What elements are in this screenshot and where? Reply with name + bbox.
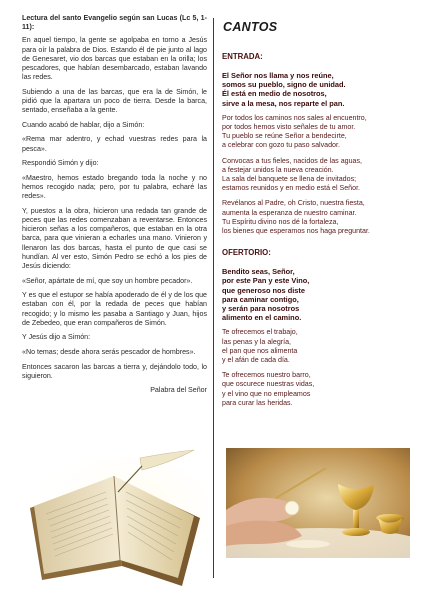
songs-column [222,14,410,414]
column-divider [213,18,214,578]
entrance-stanza [222,157,410,194]
song-line: estamos reunidos y en medio está el Señor. [222,184,361,193]
song-line: las penas y la alegría, [222,337,292,346]
entrance-heading: ENTRADA: [222,52,263,61]
gospel-paragraph: Respondió Simón y dijo: [22,159,99,168]
song-line: somos su pueblo, signo de unidad. [222,80,346,90]
song-line: y serán para nosotros [222,304,300,314]
song-line: y el afán de cada día. [222,356,290,365]
song-line: que generoso nos diste [222,285,305,295]
gospel-paragraph: Entonces sacaron las barcas a tierra y, dejándolo todo, lo siguieron. [22,362,207,380]
entrance-stanza [222,114,410,151]
song-line: Él está en medio de nosotros, [222,89,327,99]
offertory-chorus [222,267,410,322]
gospel-paragraph: «Rema mar adentro, y echad vuestras redes para la pesca». [22,135,207,153]
entrance-song [222,52,410,236]
songs-title: CANTOS [223,20,278,34]
song-line: Te ofrecemos el trabajo, [222,328,298,337]
gospel-paragraph: Y Jesús dijo a Simón: [22,333,91,342]
offertory-heading: OFERTORIO: [222,248,271,258]
song-line: El Señor nos llama y nos reúne, [222,71,334,80]
gospel-paragraph: «Maestro, hemos estado bregando toda la noche y no hemos recogido nada; pero, por tu palabra, echaré las redes». [22,173,207,201]
gospel-column [22,14,207,401]
song-line: Bendito seas, Señor, [222,267,295,277]
offertory-stanza [222,371,410,408]
gospel-paragraph: Y, puestos a la obra, hicieron una redada tan grande de peces que las redes comenzaban a reventarse. Entonces hicieron señas a los compañeros, que estaban en la otra barca, para que vinieran a echarles una mano. Vinieron y llenaron las dos barcas, hasta el punto de que casi se hundían. Al ver esto, Simón Pedro se echó a los pies de Jesús diciendo: [22,206,207,271]
song-line: Tu Espíritu divino nos dé la fortaleza, [222,217,339,226]
entrance-stanza [222,199,410,236]
song-line: que oscurece nuestras vidas, [222,380,315,389]
song-line: La sala del banquete se llena de invitados; [222,175,357,184]
song-line: a celebrar con gozo tu paso salvador. [222,141,340,150]
song-line: por este Pan y este Vino, [222,276,310,286]
gospel-paragraph: En aquel tiempo, la gente se agolpaba en torno a Jesús para oír la palabra de Dios. Estando él de pie junto al lago de Genesaret, vio dos barcas que estaban en la orilla; los pescadores, que habían desembarcado, estaban lavando las redes. [22,36,207,82]
song-line: aumenta la esperanza de nuestro caminar. [222,208,357,217]
eucharist-image [226,448,410,558]
entrance-chorus [222,71,410,108]
song-line: sirve a la mesa, nos reparte el pan. [222,98,345,108]
song-line: Por todos los caminos nos sales al encuentro, [222,113,367,122]
song-line: Tu pueblo se reúne Señor a bendecirte, [222,132,347,141]
song-line: Convocas a tus fieles, nacidos de las aguas, [222,156,362,165]
song-line: para caminar contigo, [222,294,299,304]
gospel-paragraph: Y es que el estupor se había apoderado de él y de los que estaban con él, por la redada de peces que habían recogido; y lo mismo les pasaba a Santiago y Juan, hijos de Zebedeo, que eran compañeros de Simón. [22,291,207,327]
gospel-paragraph: «Señor, apártate de mí, que soy un hombre pecador». [22,276,193,285]
gospel-title: Lectura del santo Evangelio según san Lucas (Lc 5, 1-11): [22,14,207,32]
gospel-text [22,36,207,381]
gospel-signature: Palabra del Señor [150,386,207,395]
song-line: por todos hemos visto señales de tu amor. [222,123,356,132]
gospel-paragraph: «No temas; desde ahora serás pescador de hombres». [22,348,196,356]
offertory-song [222,248,410,408]
song-line: y el vino que no empleamos [222,389,311,398]
gospel-paragraph: Cuando acabó de hablar, dijo a Simón: [22,120,145,129]
song-line: el pan que nos alimenta [222,346,298,355]
song-line: Te ofrecemos nuestro barro, [222,371,311,380]
song-line: Revélanos al Padre, oh Cristo, nuestra fiesta, [222,199,365,208]
gospel-paragraph: Subiendo a una de las barcas, que era la de Simón, le pidió que la apartara un poco de tierra. Desde la barca, sentado, enseñaba a la gente. [22,87,207,115]
offertory-stanza [222,328,410,365]
song-line: alimento en el camino. [222,313,302,323]
song-line: a festejar unidos la nueva creación. [222,165,334,174]
open-bible-image [22,448,208,588]
song-line: los bienes que esperamos nos haga preguntar. [222,227,370,236]
song-line: para curar las heridas. [222,398,293,407]
